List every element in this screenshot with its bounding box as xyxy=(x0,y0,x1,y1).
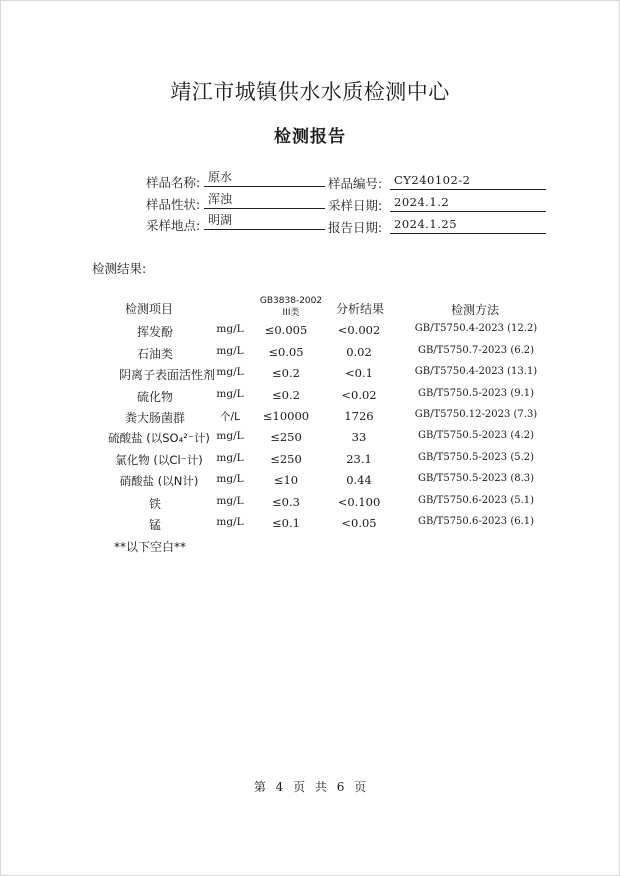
row-method: GB/T5750.5-2023 (9.1) xyxy=(417,388,535,399)
row-item: 挥发酚 xyxy=(136,325,173,339)
row-result: 33 xyxy=(351,430,367,444)
row-standard: ≤10000 xyxy=(262,409,310,423)
sample-name-label: 样品名称: xyxy=(146,175,201,190)
sampling-location-label: 采样地点: xyxy=(146,218,201,233)
row-method: GB/T5750.4-2023 (12.2) xyxy=(414,323,538,334)
row-unit: mg/L xyxy=(216,430,244,442)
sample-name-value: 原水 xyxy=(204,171,325,187)
row-unit: mg/L xyxy=(216,345,244,357)
row-standard: ≤10 xyxy=(273,473,299,487)
table-row xyxy=(0,495,620,516)
row-method: GB/T5750.5-2023 (5.2) xyxy=(417,452,535,463)
table-row xyxy=(0,473,620,494)
row-unit: mg/L xyxy=(216,323,244,335)
row-item: 粪大肠菌群 xyxy=(124,411,185,425)
report-date-value: 2024.1.25 xyxy=(390,218,546,234)
row-result: <0.002 xyxy=(337,323,381,337)
table-row xyxy=(0,323,620,344)
column-header-item: 检测项目 xyxy=(124,302,173,316)
column-header-standard-line1: GB3838-2002 xyxy=(259,296,323,306)
table-row xyxy=(0,430,620,451)
row-standard: ≤250 xyxy=(270,452,302,466)
row-method: GB/T5750.6-2023 (6.1) xyxy=(417,516,535,527)
row-unit: mg/L xyxy=(216,473,244,485)
row-item: 硝酸盐 (以N计) xyxy=(119,474,199,488)
row-standard: ≤0.2 xyxy=(272,388,300,402)
row-item: 锰 xyxy=(148,518,161,532)
table-row xyxy=(0,345,620,366)
row-item: 石油类 xyxy=(136,347,173,361)
row-unit: mg/L xyxy=(216,452,244,464)
row-result: <0.1 xyxy=(345,366,373,380)
table-row xyxy=(0,452,620,473)
row-standard: ≤0.1 xyxy=(272,516,300,530)
row-item: 氯化物 (以Cl⁻计) xyxy=(115,453,203,467)
sampling-date-value: 2024.1.2 xyxy=(390,196,546,212)
results-heading: 检测结果: xyxy=(92,261,147,276)
row-method: GB/T5750.6-2023 (5.1) xyxy=(417,495,535,506)
column-header-method: 检测方法 xyxy=(450,303,499,317)
row-method: GB/T5750.7-2023 (6.2) xyxy=(417,345,535,356)
row-standard: ≤0.05 xyxy=(268,345,304,359)
row-result: 0.02 xyxy=(346,345,372,359)
column-header-standard-line2: III类 xyxy=(282,308,300,318)
sampling-date-label: 采样日期: xyxy=(328,198,383,213)
sample-number-label: 样品编号: xyxy=(328,176,383,191)
table-row xyxy=(0,516,620,537)
sample-property-value: 浑浊 xyxy=(204,193,325,209)
row-result: 23.1 xyxy=(346,452,372,466)
row-item: 硫酸盐 (以SO₄²⁻计) xyxy=(108,431,210,445)
row-result: <0.05 xyxy=(341,516,377,530)
page-number: 第 4 页 共 6 页 xyxy=(253,780,367,794)
row-result: 0.44 xyxy=(346,473,372,487)
report-date-label: 报告日期: xyxy=(328,220,383,235)
row-unit: 个/L xyxy=(220,411,240,423)
blank-note: **以下空白** xyxy=(114,540,187,554)
row-method: GB/T5750.4-2023 (13.1) xyxy=(414,366,538,377)
sample-property-label: 样品性状: xyxy=(146,197,201,212)
report-title: 检测报告 xyxy=(274,127,346,147)
row-item: 硫化物 xyxy=(136,390,173,404)
row-unit: mg/L xyxy=(216,388,244,400)
row-method: GB/T5750.5-2023 (4.2) xyxy=(417,430,535,441)
row-result: <0.100 xyxy=(337,495,381,509)
table-row xyxy=(0,409,620,430)
row-standard: ≤0.2 xyxy=(272,366,300,380)
row-unit: mg/L xyxy=(216,495,244,507)
sample-number-value: CY240102-2 xyxy=(390,174,546,190)
row-item: 阴离子表面活性剂 xyxy=(118,368,215,382)
row-item: 铁 xyxy=(148,497,161,511)
row-method: GB/T5750.5-2023 (8.3) xyxy=(417,473,535,484)
table-row xyxy=(0,388,620,409)
row-result: 1726 xyxy=(344,409,374,423)
row-result: <0.02 xyxy=(341,388,377,402)
column-header-result: 分析结果 xyxy=(335,302,384,316)
row-standard: ≤0.005 xyxy=(264,323,308,337)
table-row xyxy=(0,366,620,387)
row-unit: mg/L xyxy=(216,516,244,528)
row-method: GB/T5750.12-2023 (7.3) xyxy=(414,409,538,420)
sampling-location-value: 明湖 xyxy=(204,214,325,230)
row-standard: ≤250 xyxy=(270,430,302,444)
row-unit: mg/L xyxy=(216,366,244,378)
row-standard: ≤0.3 xyxy=(272,495,300,509)
organization-title: 靖江市城镇供水水质检测中心 xyxy=(170,80,450,104)
